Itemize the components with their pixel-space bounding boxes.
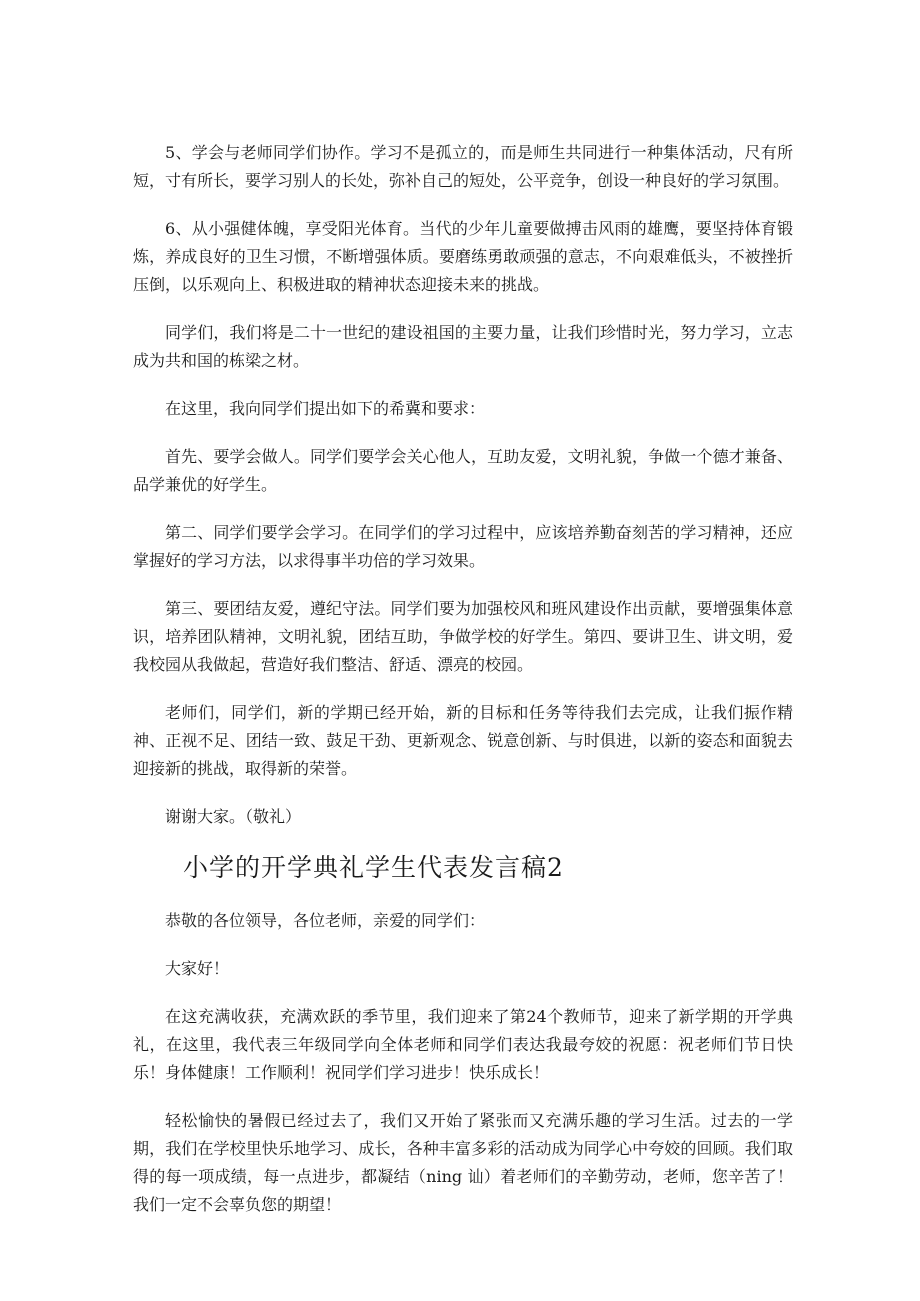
- paragraph-encouragement: 同学们，我们将是二十一世纪的建设祖国的主要力量，让我们珍惜时光，努力学习，立志成为共和国的栋梁之材。: [133, 323, 793, 370]
- paragraph-summer-review: 轻松愉快的暑假已经过去了，我们又开始了紧张而又充满乐趣的学习生活。过去的一学期，我们在学校里快乐地学习、成长，各种丰富多彩的活动成为同学心中夸姣的回顾。我们取得的每一项成绩，每一点进步，都凝结（ning 讪）着老师们的辛勤劳动，老师，您辛苦了！我们一定不会辜负您的期望！: [133, 1111, 793, 1214]
- paragraph-requirements-intro: 在这里，我向同学们提出如下的希冀和要求：: [165, 399, 486, 418]
- section-title: 小学的开学典礼学生代表发言稿2: [183, 853, 564, 882]
- paragraph-closing: 老师们，同学们，新的学期已经开始，新的目标和任务等待我们去完成，让我们振作精神、正视不足、团结一致、鼓足干劲、更新观念、锐意创新、与时俱进，以新的姿态和面貌去迎接新的挑战，取得新的荣誉。: [133, 703, 793, 778]
- paragraph-third: 第三、要团结友爱，遵纪守法。同学们要为加强校风和班风建设作出贡献，要增强集体意识，培养团队精神，文明礼貌，团结互助，争做学校的好学生。第四、要讲卫生、讲文明，爱我校园从我做起，营造好我们整洁、舒适、漂亮的校园。: [133, 599, 793, 674]
- paragraph-second: 第二、同学们要学会学习。在同学们的学习过程中，应该培养勤奋刻苦的学习精神，还应掌握好的学习方法，以求得事半功倍的学习效果。: [133, 523, 793, 570]
- paragraph-greeting: 恭敬的各位领导，各位老师，亲爱的同学们：: [165, 911, 486, 930]
- paragraph-thanks: 谢谢大家。（敬礼）: [165, 807, 302, 826]
- document-page: [133, 139, 793, 1239]
- paragraph-point-6: 6、从小强健体魄，享受阳光体育。当代的少年儿童要做搏击风雨的雄鹰，要坚持体育锻炼，养成良好的卫生习惯，不断增强体质。要磨练勇敢顽强的意志，不向艰难低头，不被挫折压倒，以乐观向上、积极进取的精神状态迎接未来的挑战。: [133, 219, 793, 294]
- paragraph-point-5: 5、学会与老师同学们协作。学习不是孤立的，而是师生共同进行一种集体活动，尺有所短，寸有所长，要学习别人的长处，弥补自己的短处，公平竞争，创设一种良好的学习氛围。: [133, 143, 793, 190]
- paragraph-teachers-day: 在这充满收获，充满欢跃的季节里，我们迎来了第24个教师节，迎来了新学期的开学典礼，在这里，我代表三年级同学向全体老师和同学们表达我最夸姣的祝愿：祝老师们节日快乐！身体健康！工作顺利！祝同学们学习进步！快乐成长！: [133, 1007, 793, 1082]
- paragraph-hello: 大家好！: [165, 959, 230, 978]
- paragraph-first: 首先、要学会做人。同学们要学会关心他人，互助友爱，文明礼貌，争做一个德才兼备、品学兼优的好学生。: [133, 447, 793, 494]
